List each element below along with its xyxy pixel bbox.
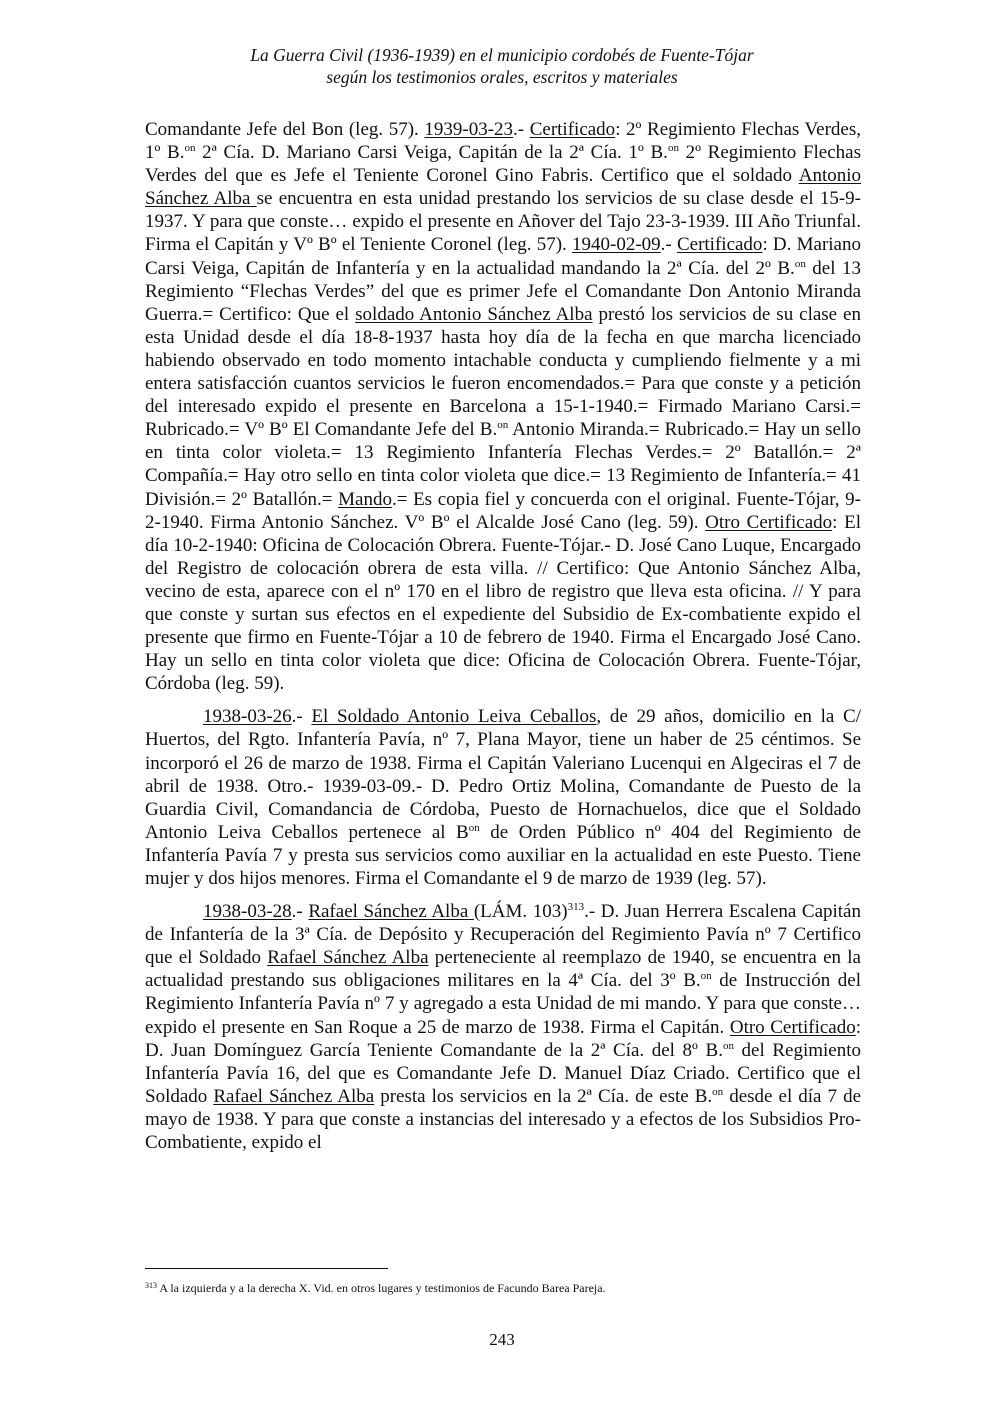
text-run: (LÁM. 103) (473, 901, 568, 923)
text-run: .- (291, 706, 312, 728)
text-run: se encuentra en esta unidad prestando los servicios de su clase desde el 15-9-1937. Y para que conste… expido el presente en Añover del Tajo 23-3-1939. III Año Triunfal. Firma el Capitán y Vº Bº el Teniente Coronel (leg. 57). (145, 188, 862, 256)
superscript: on (184, 142, 196, 155)
underlined-date: 1939-03-23 (424, 119, 514, 140)
superscript: on (794, 257, 806, 270)
text-run: desde el día 7 de mayo de 1938. Y para que conste a instancias del interesado y a efectos de los Subsidios Pro-Combatiente, expido el (145, 1085, 862, 1154)
footnote (145, 1280, 861, 1296)
text-run: .- (660, 234, 677, 256)
footnote-divider (145, 1268, 388, 1269)
underlined-term: Mando (338, 488, 392, 510)
underlined-term: Otro Certificado (729, 1016, 856, 1038)
text-run: prestó los servicios de su clase en esta Unidad desde el día 18-8-1937 hasta hoy día de la fecha en que marcha licenciado habiendo observado en todo momento intachable conducta y cumpliendo fielmente y a mi entera satisfacción cuantos servicios le fueron encomendados.= Para que conste y a petición del interesado expido el presente en Barcelona a 15-1-1940.= Firmado Mariano Carsi.= Rubricado.= Vº Bº El Comandante Jefe del B. (145, 303, 861, 441)
text-run: : El día 10-2-1940: Oficina de Colocación Obrera. Fuente-Tójar.- D. José Cano Luque, Encargado del Registro de colocación obrera de esta villa. // Certifico: Que Antonio Sánchez Alba, vecino de esta, aparece con el nº 170 en el libro de registro que lleva esta oficina. // Y para que conste y surtan sus efectos en el expediente del Subsidio de Ex-combatiente expido el presente que firmo en Fuente-Tójar a 10 de febrero de 1940. Firma el Encargado José Cano. Hay un sello en tinta color violeta que dice: Oficina de Colocación Obrera. Fuente-Tójar, Córdoba (leg. 59). (145, 511, 861, 695)
header-line-2: según los testimonios orales, escritos y materiales (326, 67, 678, 87)
underlined-name: Rafael Sánchez Alba (213, 1085, 375, 1107)
underlined-term: Otro Certificado (705, 511, 833, 533)
text-run: Comandante Jefe del Bon (leg. 57). (145, 119, 425, 140)
text-run: : D. Mariano Carsi Veiga, Capitán de Infantería y en la actualidad mandando la 2ª Cía. del 2º B. (145, 234, 861, 279)
header-line-1: La Guerra Civil (1936-1939) en el municipio cordobés de Fuente-Tójar (250, 45, 754, 65)
superscript: on (468, 821, 480, 834)
footnote-text: A la izquierda y a la derecha X. Vid. en otros lugares y testimonios de Facundo Barea Pareja. (157, 1281, 606, 1295)
superscript: on (667, 142, 679, 155)
text-run: .- (291, 901, 309, 923)
underlined-date: 1938-03-26 (203, 706, 292, 728)
underlined-term: Certificado (676, 234, 763, 256)
underlined-term: Certificado (529, 119, 616, 140)
paragraph-3 (145, 900, 861, 1154)
text-run: .- (513, 119, 530, 140)
text-run: de Orden Público nº 404 del Regimiento de Infantería Pavía 7 y presta sus servicios como auxiliar en la actualidad en este Puesto. Tiene mujer y dos hijos menores. Firma el Comandante el 9 de marzo de 1939 (leg. 57). (145, 821, 861, 889)
paragraph-1 (145, 118, 861, 695)
text-run: , de 29 años, domicilio en la C/ Huertos, del Rgto. Infantería Pavía, nº 7, Plana Mayor, tiene un haber de 25 céntimos. Se incorporó el 26 de marzo de 1938. Firma el Capitán Valeriano Lucenqui en Algeciras el 7 de abril de 1938. Otro.- 1939-03-09.- D. Pedro Ortiz Molina, Comandante de Puesto de la Guardia Civil, Comandancia de Córdoba, Puesto de Hornachuelos, dice que el Soldado Antonio Leiva Ceballos pertenece al B (145, 706, 861, 843)
text-run: .= Es copia fiel y concuerda con el original. Fuente-Tójar, 9-2-1940. Firma Antonio Sánchez. Vº Bº el Alcalde José Cano (leg. 59). (145, 488, 861, 533)
page-number: 243 (489, 1330, 515, 1349)
superscript: on (497, 419, 509, 432)
underlined-name: Rafael Sánchez Alba (308, 901, 474, 923)
text-run: del 13 Regimiento “Flechas Verdes” del que es primer Jefe el Comandante Don Antonio Miranda Guerra.= Certifico: Que el (145, 257, 861, 325)
text-run: del Regimiento Infantería Pavía 16, del que es Comandante Jefe D. Manuel Díaz Criado. Certifico que el Soldado (145, 1039, 861, 1107)
underlined-date: 1940-02-09 (572, 234, 661, 256)
superscript: on (712, 1085, 724, 1098)
text-run: perteneciente al reemplazo de 1940, se encuentra en la actualidad prestando sus obligaciones militares en la 4ª Cía. del 3º B. (145, 947, 861, 992)
text-run: 2ª Cía. D. Mariano Carsi Veiga, Capitán de la 2ª Cía. 1º B. (195, 142, 668, 164)
underlined-name: El Soldado Antonio Leiva Ceballos (311, 706, 597, 728)
underlined-name: Antonio Sánchez Alba (145, 165, 861, 210)
text-run: de Instrucción del Regimiento Infantería Pavía nº 7 y agregado a esta Unidad de mi mando. Y para que conste… expido el presente en San Roque a 25 de marzo de 1938. Firma el Capitán. (145, 970, 861, 1038)
underlined-name: soldado Antonio Sánchez Alba (355, 303, 593, 325)
underlined-name: Rafael Sánchez Alba (267, 947, 429, 969)
text-run: 2º Regimiento Flechas Verdes del que es Jefe el Teniente Coronel Gino Fabris. Certifico que el soldado (145, 142, 861, 187)
main-text (145, 118, 861, 1164)
footnote-reference[interactable]: 313 (567, 901, 585, 914)
text-run: presta los servicios en la 2ª Cía. de este B. (374, 1085, 713, 1107)
footnote-number: 313 (145, 1281, 157, 1290)
running-header (0, 44, 1004, 88)
superscript: on (700, 970, 712, 983)
text-run: Antonio Miranda.= Rubricado.= Hay un sello en tinta color violeta.= 13 Regimiento Infantería Flechas Verdes.= 2º Batallón.= 2ª Compañía.= Hay otro sello en tinta color violeta que dice.= 13 Regimiento de Infantería.= 41 División.= 2º Batallón.= (145, 419, 861, 510)
paragraph-2 (145, 705, 861, 890)
superscript: on (722, 1039, 734, 1052)
text-run: .- D. Juan Herrera Escalena Capitán de Infantería de la 3ª Cía. de Depósito y Recuperación del Regimiento Pavía nº 7 Certifico que el Soldado (145, 901, 861, 969)
underlined-date: 1938-03-28 (203, 901, 292, 923)
text-run: : 2º Regimiento Flechas Verdes, 1º B. (145, 119, 862, 164)
text-run: : D. Juan Domínguez García Teniente Comandante de la 2ª Cía. del 8º B. (145, 1016, 861, 1061)
